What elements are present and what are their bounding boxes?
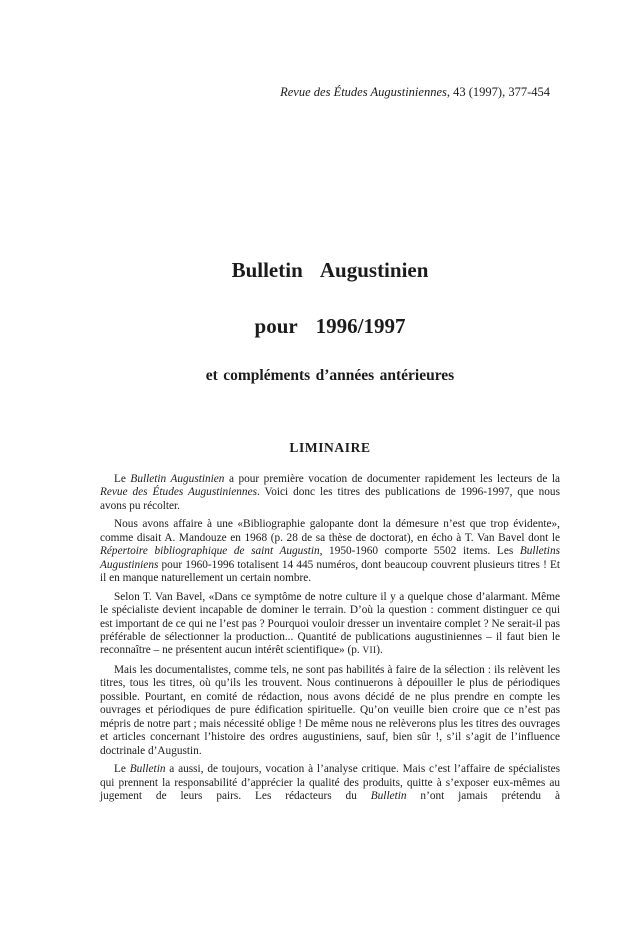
title-block: [100, 258, 560, 385]
journal-citation: , 43 (1997), 377-454: [446, 85, 550, 99]
journal-title: Revue des Études Augustiniennes: [280, 85, 447, 99]
bulletin-year: pour 1996/1997: [254, 314, 406, 338]
body-text: [100, 473, 560, 808]
paragraph-intro: Le Bulletin Augustinien a pour première vocation de documenter rapidement les lecteurs de la Revue des Études Augustiniennes. Voici donc les titres des publications de 1996-1997, que nous avons pu récolter.: [100, 473, 560, 512]
paragraph-van-bavel-citation: Selon T. Van Bavel, «Dans ce symptôme de notre culture il y a quelque chose d’alarmant. Même le spécialiste devient incapable de dominer le terrain. D’où la question : comment distinguer ce qui est important de ce qui ne l’est pas ? Pourquoi vouloir dresser un inventaire complet ? Ne serait-il pas préférable de sélectionner la production... Quantité de publications augustiniennes – il faut bien le reconnaître – ne présentent aucun intérêt scientifique» (p. VII).: [100, 590, 560, 657]
bulletin-subtitle: et compléments d’années antérieures: [205, 367, 455, 384]
running-head: [100, 85, 550, 100]
paragraph-bibliographie-galopante: Nous avons affaire à une «Bibliographie galopante dont la démesure n’est que trop évidente», comme disait A. Mandouze en 1968 (p. 28 de sa thèse de doctorat), en écho à T. Van Bavel dont le Répertoire bibliographique de saint Augustin, 1950-1960 comporte 5502 items. Les Bulletins Augustiniens pour 1960-1996 totalisent 14 445 numéros, dont beaucoup couvrent plusieurs titres ! Et il en manque naturellement un certain nombre.: [100, 518, 560, 585]
section-heading-liminaire: LIMINAIRE: [289, 440, 371, 455]
paragraph-documentalistes: Mais les documentalistes, comme tels, ne sont pas habilités à faire de la sélection : ils relèvent les titres, tous les titres, où qu’ils les trouvent. Nous continuerons à dépouiller le plus de périodiques possible. Pourtant, en comité de rédaction, nous avons décidé de ne plus prendre en compte les ouvrages et périodiques de pure édification spirituelle. Qu’on veuille bien croire que ce n’est pas mépris de notre part ; mais nécessité oblige ! De même nous ne relèverons plus les titres des ouvrages et articles concernant l’histoire des ordres augustiniens, sauf, bien sûr !, s’il s’agit de l’influence doctrinale d’Augustin.: [100, 663, 560, 757]
bulletin-title: Bulletin Augustinien: [231, 258, 429, 282]
paragraph-analyse-critique: Le Bulletin a aussi, de toujours, vocation à l’analyse critique. Mais c’est l’affaire de spécialistes qui prennent la responsabilité d’apprécier la qualité des produits, quitte à s’exposer eux-mêmes au jugement de leurs pairs. Les rédacteurs du Bulletin n’ont jamais prétendu à: [100, 763, 560, 802]
